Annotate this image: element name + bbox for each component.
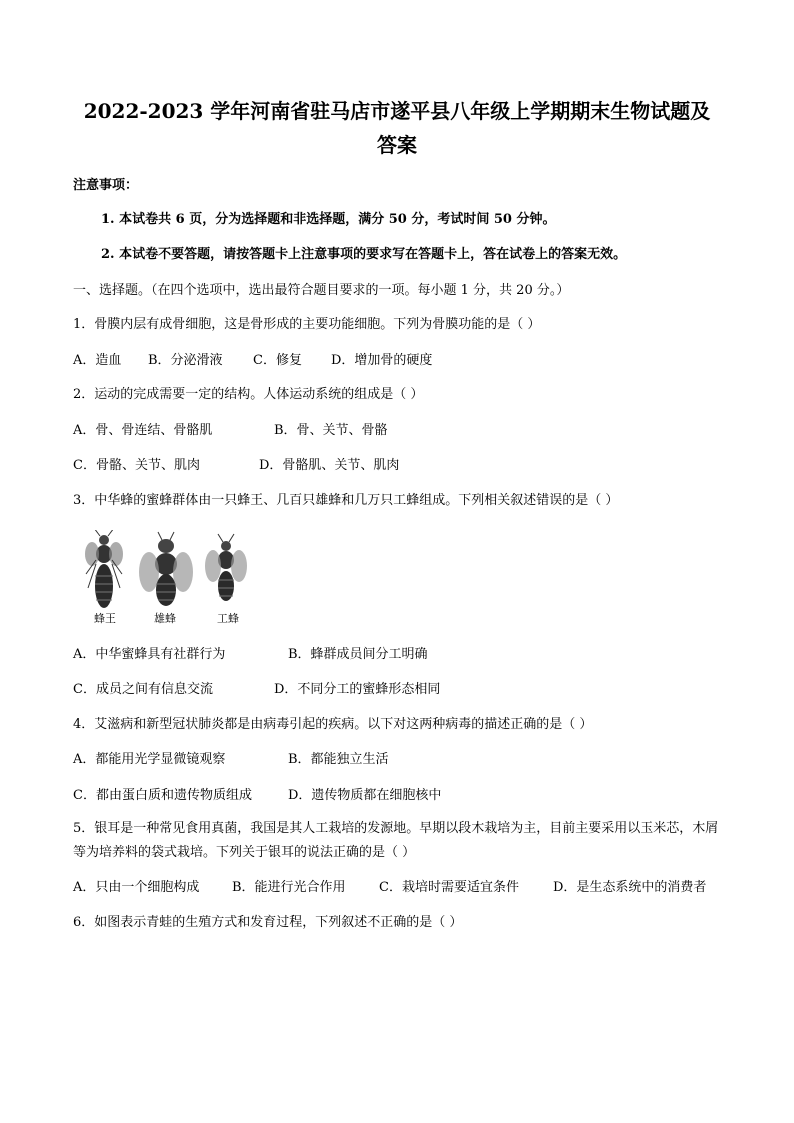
question-4-stem: 4．艾滋病和新型冠状肺炎都是由病毒引起的疾病。以下对这两种病毒的描述正确的是（ ） xyxy=(73,717,593,732)
q4-option-c: C．都由蛋白质和遗传物质组成 xyxy=(73,788,252,803)
q1-option-d: D．增加骨的硬度 xyxy=(331,353,433,368)
q1-option-a: A．造血 xyxy=(73,353,122,368)
q4-option-a: A．都能用光学显微镜观察 xyxy=(73,752,226,767)
q2-option-b: B．骨、关节、骨骼 xyxy=(274,423,388,438)
notes-item-1: 1. 本试卷共 6 页，分为选择题和非选择题，满分 50 分，考试时间 50 分钟。 xyxy=(101,212,556,227)
q4-option-b: B．都能独立生活 xyxy=(288,752,389,767)
q3-option-b: B．蜂群成员间分工明确 xyxy=(288,647,428,662)
q2-option-a: A．骨、骨连结、骨骼肌 xyxy=(73,423,213,438)
bee-label-drone: 雄蜂 xyxy=(154,612,176,625)
bee-label-queen: 蜂王 xyxy=(94,612,116,625)
question-6-stem: 6．如图表示青蛙的生殖方式和发育过程，下列叙述不正确的是（ ） xyxy=(73,915,463,930)
title-line-2: 答案 xyxy=(377,133,417,157)
section-heading: 一、选择题。（在四个选项中，选出最符合题目要求的一项。每小题 1 分，共 20 分。） xyxy=(73,283,570,298)
q1-option-b: B．分泌滑液 xyxy=(148,353,223,368)
q5-option-d: D．是生态系统中的消费者 xyxy=(553,880,707,895)
question-1-stem: 1．骨膜内层有成骨细胞，这是骨形成的主要功能细胞。下列为骨膜功能的是（ ） xyxy=(73,317,541,332)
bee-label-worker: 工蜂 xyxy=(217,612,239,625)
q2-option-d: D．骨骼肌、关节、肌肉 xyxy=(259,458,400,473)
question-5-stem: 5．银耳是一种常见食用真菌，我国是其人工栽培的发源地。早期以段木栽培为主，目前主要采用以玉米芯，木屑等为培养料的袋式栽培。下列关于银耳的说法正确的是（ ） xyxy=(73,821,719,860)
q1-option-c: C．修复 xyxy=(253,353,302,368)
q3-option-c: C．成员之间有信息交流 xyxy=(73,682,213,697)
q4-option-d: D．遗传物质都在细胞核中 xyxy=(288,788,442,803)
q3-option-a: A．中华蜜蜂具有社群行为 xyxy=(73,647,226,662)
q5-option-c: C．栽培时需要适宜条件 xyxy=(379,880,519,895)
q5-option-a: A．只由一个细胞构成 xyxy=(73,880,200,895)
notes-item-2: 2. 本试卷不要答题，请按答题卡上注意事项的要求写在答题卡上，答在试卷上的答案无效。 xyxy=(101,247,627,262)
notes-heading: 注意事项： xyxy=(73,178,139,193)
question-3-stem: 3．中华蜂的蜜蜂群体由一只蜂王、几百只雄蜂和几万只工蜂组成。下列相关叙述错误的是（ ） xyxy=(73,493,619,508)
q5-option-b: B．能进行光合作用 xyxy=(232,880,346,895)
title-line-1: 2022-2023 学年河南省驻马店市遂平县八年级上学期期末生物试题及 xyxy=(83,99,711,123)
drone-bee-image xyxy=(139,532,193,606)
worker-bee-image xyxy=(205,534,247,601)
q2-option-c: C．骨骼、关节、肌肉 xyxy=(73,458,200,473)
document-title xyxy=(60,94,734,162)
question-2-stem: 2．运动的完成需要一定的结构。人体运动系统的组成是（ ） xyxy=(73,387,424,402)
queen-bee-image xyxy=(85,530,123,608)
q3-option-d: D．不同分工的蜜蜂形态相同 xyxy=(274,682,441,697)
